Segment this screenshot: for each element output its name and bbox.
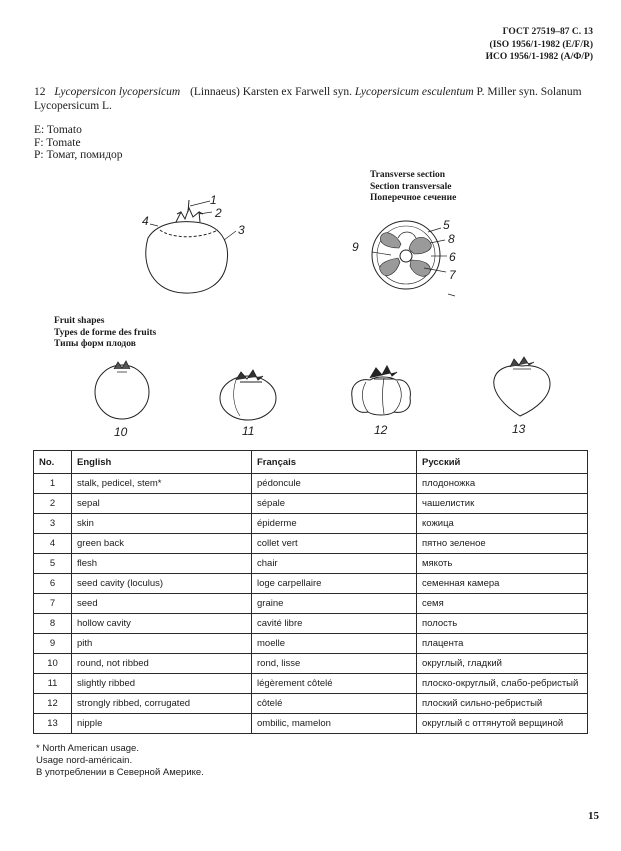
shape-11-drawing [220, 370, 276, 420]
label-3: 3 [238, 223, 245, 237]
table-row [34, 614, 588, 634]
cell-english: green back [72, 534, 252, 554]
footnote-en: * North American usage. [36, 743, 139, 754]
label-7: 7 [449, 268, 456, 282]
header-standard-number: ГОСТ 27519–87 С. 13 [502, 27, 593, 37]
label-13: 13 [512, 422, 526, 436]
species-synonym: Lycopersicum esculentum [354, 86, 474, 98]
transverse-section-drawing [372, 221, 455, 296]
cell-english: seed cavity (loculus) [72, 574, 252, 594]
terms-table [33, 450, 588, 734]
label-12: 12 [374, 423, 388, 437]
leader-5 [428, 228, 441, 232]
cell-french: épiderme [252, 514, 417, 534]
shape-11-outline [220, 376, 276, 420]
header-english: English [72, 451, 252, 474]
cell-no: 7 [34, 594, 72, 614]
cell-english: round, not ribbed [72, 654, 252, 674]
section-pith [400, 250, 412, 262]
table-row [34, 654, 588, 674]
cell-english: flesh [72, 554, 252, 574]
entry-number: 12 [34, 86, 46, 98]
cell-french: ombilic, mamelon [252, 714, 417, 734]
cell-french: chair [252, 554, 417, 574]
cell-french: moelle [252, 634, 417, 654]
section-mark [448, 294, 455, 296]
whole-tomato-outline [146, 222, 228, 293]
locule-1 [409, 237, 431, 254]
label-8: 8 [448, 232, 455, 246]
cell-russian: плоский сильно-ребристый [417, 694, 588, 714]
cell-english: skin [72, 514, 252, 534]
name-russian: P: Томат, помидор [34, 149, 123, 161]
label-9: 9 [352, 240, 359, 254]
locule-2 [410, 260, 430, 276]
hollow-cavity [398, 232, 416, 238]
cell-russian: плацента [417, 634, 588, 654]
header-russian: Русский [417, 451, 588, 474]
shape-13-drawing [494, 357, 550, 416]
footnote-fr: Usage nord-américain. [36, 755, 133, 766]
table-row [34, 574, 588, 594]
locule-4 [380, 233, 401, 248]
cell-english: slightly ribbed [72, 674, 252, 694]
caption-ru: Поперечное сечение [370, 193, 457, 203]
cell-russian: округлый с оттянутой верщиной [417, 714, 588, 734]
table-row [34, 554, 588, 574]
cell-russian: округлый, гладкий [417, 654, 588, 674]
shape-10-drawing [95, 361, 149, 419]
table-row [34, 534, 588, 554]
leader-4 [150, 224, 158, 226]
label-5: 5 [443, 218, 450, 232]
cell-russian: пятно зеленое [417, 534, 588, 554]
footnote-ru: В употреблении в Северной Америке. [36, 767, 204, 778]
whole-tomato-sepals [176, 208, 203, 222]
table-row [34, 634, 588, 654]
label-2: 2 [215, 206, 222, 220]
caption-en: Transverse section [370, 170, 446, 180]
label-11: 11 [242, 424, 255, 438]
species-authority: (Linnaeus) Karsten ex Farwell syn. [190, 86, 352, 98]
cell-russian: плодоножка [417, 474, 588, 494]
cell-french: graine [252, 594, 417, 614]
cell-no: 8 [34, 614, 72, 634]
header-french: Français [252, 451, 417, 474]
caption-ru: Типы форм плодов [54, 339, 136, 349]
table-row [34, 674, 588, 694]
table-header-row [34, 451, 588, 474]
cell-russian: плоско-округлый, слабо-ребристый [417, 674, 588, 694]
header-iso-number-ru: ИСО 1956/1-1982 (А/Ф/Р) [485, 52, 593, 62]
shape-10-sepals [114, 361, 130, 372]
label-1: 1 [210, 193, 217, 207]
caption-fr: Section transversale [370, 181, 452, 192]
whole-tomato-drawing [146, 200, 236, 293]
cell-russian: семя [417, 594, 588, 614]
name-french: F: Tomate [34, 136, 81, 149]
cell-french: légèrement côtelé [252, 674, 417, 694]
footnote [36, 743, 204, 779]
cell-no: 9 [34, 634, 72, 654]
cell-no: 12 [34, 694, 72, 714]
cell-english: pith [72, 634, 252, 654]
page-number: 15 [588, 810, 599, 822]
label-6: 6 [449, 250, 456, 264]
cell-french: cavité libre [252, 614, 417, 634]
shape-10-outline [95, 365, 149, 419]
shape-11-rib [234, 380, 240, 416]
cell-french: côtelé [252, 694, 417, 714]
table-row [34, 514, 588, 534]
cell-no: 1 [34, 474, 72, 494]
cell-russian: мякоть [417, 554, 588, 574]
cell-french: rond, lisse [252, 654, 417, 674]
cell-no: 5 [34, 554, 72, 574]
table-row [34, 594, 588, 614]
shape-12-drawing [352, 366, 411, 415]
whole-tomato-stalk [188, 200, 189, 212]
cell-no: 11 [34, 674, 72, 694]
cell-no: 2 [34, 494, 72, 514]
cell-no: 4 [34, 534, 72, 554]
leader-3 [224, 231, 236, 240]
label-10: 10 [114, 425, 128, 439]
shape-11-sepals [236, 370, 263, 382]
name-english: E: Tomato [34, 124, 82, 136]
cell-no: 13 [34, 714, 72, 734]
leader-1 [190, 201, 210, 206]
cell-french: collet vert [252, 534, 417, 554]
cell-french: pédoncule [252, 474, 417, 494]
cell-english: nipple [72, 714, 252, 734]
shape-12-ribs [362, 378, 401, 414]
cell-russian: семенная камера [417, 574, 588, 594]
label-4: 4 [142, 214, 149, 228]
cell-no: 6 [34, 574, 72, 594]
locule-3 [380, 258, 400, 276]
cell-russian: чашелистик [417, 494, 588, 514]
table-row [34, 494, 588, 514]
caption-fr: Types de forme des fruits [54, 327, 157, 338]
green-back-line [160, 230, 218, 237]
header-no: No. [34, 451, 72, 474]
cell-english: stalk, pedicel, stem* [72, 474, 252, 494]
header-iso-number: (ISO 1956/1-1982 (E/F/R) [489, 39, 593, 50]
shape-13-sepals [510, 357, 534, 369]
cell-french: sépale [252, 494, 417, 514]
cell-russian: кожица [417, 514, 588, 534]
species-name: Lycopersicon lycopersicum [54, 86, 181, 98]
caption-en: Fruit shapes [54, 316, 105, 326]
cell-english: hollow cavity [72, 614, 252, 634]
cell-no: 10 [34, 654, 72, 674]
cell-no: 3 [34, 514, 72, 534]
cell-english: sepal [72, 494, 252, 514]
cell-english: strongly ribbed, corrugated [72, 694, 252, 714]
table-row [34, 694, 588, 714]
synonym-authority: P. Miller syn. Solanum Lycopersicum L. [34, 86, 582, 112]
cell-russian: полость [417, 614, 588, 634]
cell-english: seed [72, 594, 252, 614]
leader-9 [372, 252, 391, 255]
table-row [34, 474, 588, 494]
table-row [34, 714, 588, 734]
shape-13-outline [494, 366, 550, 416]
cell-french: loge carpellaire [252, 574, 417, 594]
